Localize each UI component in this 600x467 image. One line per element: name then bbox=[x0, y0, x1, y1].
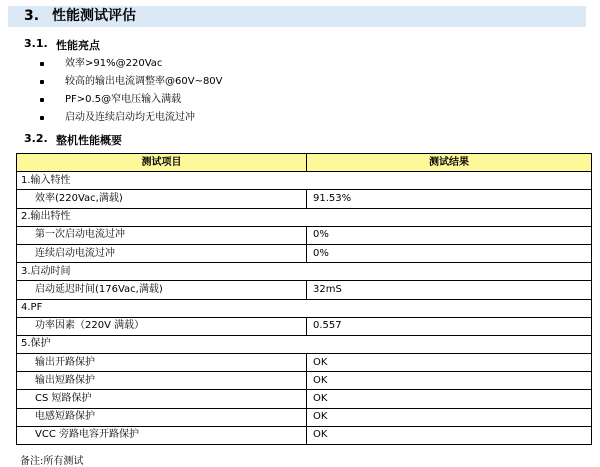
table-header-row bbox=[17, 154, 592, 172]
subsection-number: 3.2. bbox=[24, 132, 48, 145]
bullet-icon bbox=[40, 80, 44, 84]
section-heading bbox=[8, 6, 586, 27]
table-row: 电感短路保护 OK bbox=[17, 408, 592, 426]
bullet-icon bbox=[40, 62, 44, 66]
table-group-row: 2.输出特性 bbox=[17, 208, 592, 226]
table-group-row: 1.输入特性 bbox=[17, 172, 592, 190]
table-row: 功率因素（220V 满载） 0.557 bbox=[17, 317, 592, 335]
subsection-title: 整机性能概要 bbox=[56, 134, 122, 147]
header-test-result: 测试结果 bbox=[307, 154, 592, 172]
table-group-row: 5.保护 bbox=[17, 335, 592, 353]
subsection-title: 性能亮点 bbox=[56, 39, 100, 52]
table-group-row: 3.启动时间 bbox=[17, 263, 592, 281]
section-number: 3. bbox=[24, 8, 40, 24]
table-row: 输出短路保护 OK bbox=[17, 372, 592, 390]
table-row: 连续启动电流过冲 0% bbox=[17, 244, 592, 262]
header-test-item: 测试项目 bbox=[17, 154, 307, 172]
subsection-heading-highlights bbox=[24, 37, 100, 52]
table-row: 输出开路保护 OK bbox=[17, 354, 592, 372]
table-row: VCC 旁路电容开路保护 OK bbox=[17, 426, 592, 444]
subsection-heading-summary bbox=[24, 132, 122, 147]
subsection-number: 3.1. bbox=[24, 37, 48, 50]
table-group-row: 4.PF bbox=[17, 299, 592, 317]
bullet-icon bbox=[40, 98, 44, 102]
section-title: 性能测试评估 bbox=[52, 8, 136, 24]
table-note: 备注:所有测试 bbox=[20, 456, 84, 467]
table-row: 启动延迟时间(176Vac,满载) 32mS bbox=[17, 281, 592, 299]
performance-summary-table bbox=[16, 153, 592, 445]
table-row: 效率(220Vac,满载) 91.53% bbox=[17, 190, 592, 208]
table-row: CS 短路保护 OK bbox=[17, 390, 592, 408]
table-row: 第一次启动电流过冲 0% bbox=[17, 226, 592, 244]
bullet-icon bbox=[40, 116, 44, 120]
